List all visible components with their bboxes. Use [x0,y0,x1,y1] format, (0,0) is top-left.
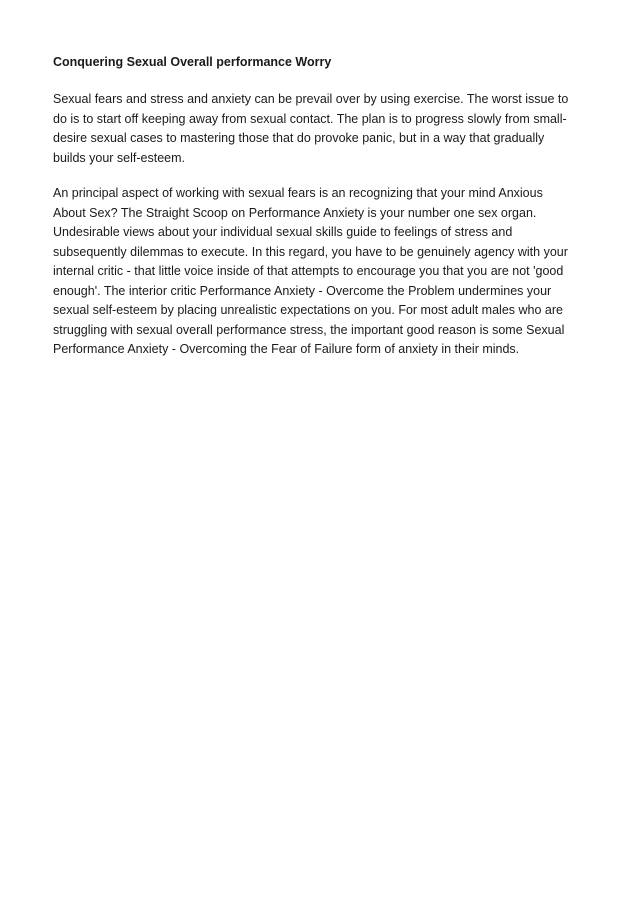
paragraph-line: sexual self-esteem by placing unrealistic expectations on you. For most adult males who are [53,303,563,317]
paragraph-line: do is to start off keeping away from sexual contact. The plan is to progress slowly from small- [53,111,567,126]
document-title: Conquering Sexual Overall performance Worry [53,55,332,69]
paragraph-line: About Sex? The Straight Scoop on Performance Anxiety is your number one sex organ. [53,205,537,220]
paragraph-line: Undesirable views about your individual sexual skills guide to feelings of stress and [53,225,513,239]
paragraph-1 [53,90,593,168]
paragraph-line: subsequently dilemmas to execute. In this regard, you have to be genuinely agency with your [53,244,568,259]
paragraph-line: Sexual fears and stress and anxiety can be prevail over by using exercise. The worst issue to [53,92,569,106]
paragraph-line: Performance Anxiety - Overcoming the Fear of Failure form of anxiety in their minds. [53,342,520,356]
paragraph-line: builds your self-esteem. [53,150,186,165]
paragraph-line: struggling with sexual overall performance stress, the important good reason is some Sexual [53,322,565,337]
paragraph-line: internal critic - that little voice inside of that attempts to encourage you that you are not 'good [53,264,564,278]
paragraph-line: An principal aspect of working with sexual fears is an recognizing that your mind Anxious [53,186,543,200]
paragraph-line: desire sexual cases to mastering those that do provoke panic, but in a way that gradually [53,131,545,145]
document-body [53,53,593,376]
paragraph-2 [53,184,593,360]
paragraph-line: enough'. The interior critic Performance Anxiety - Overcome the Problem undermines your [53,283,552,298]
